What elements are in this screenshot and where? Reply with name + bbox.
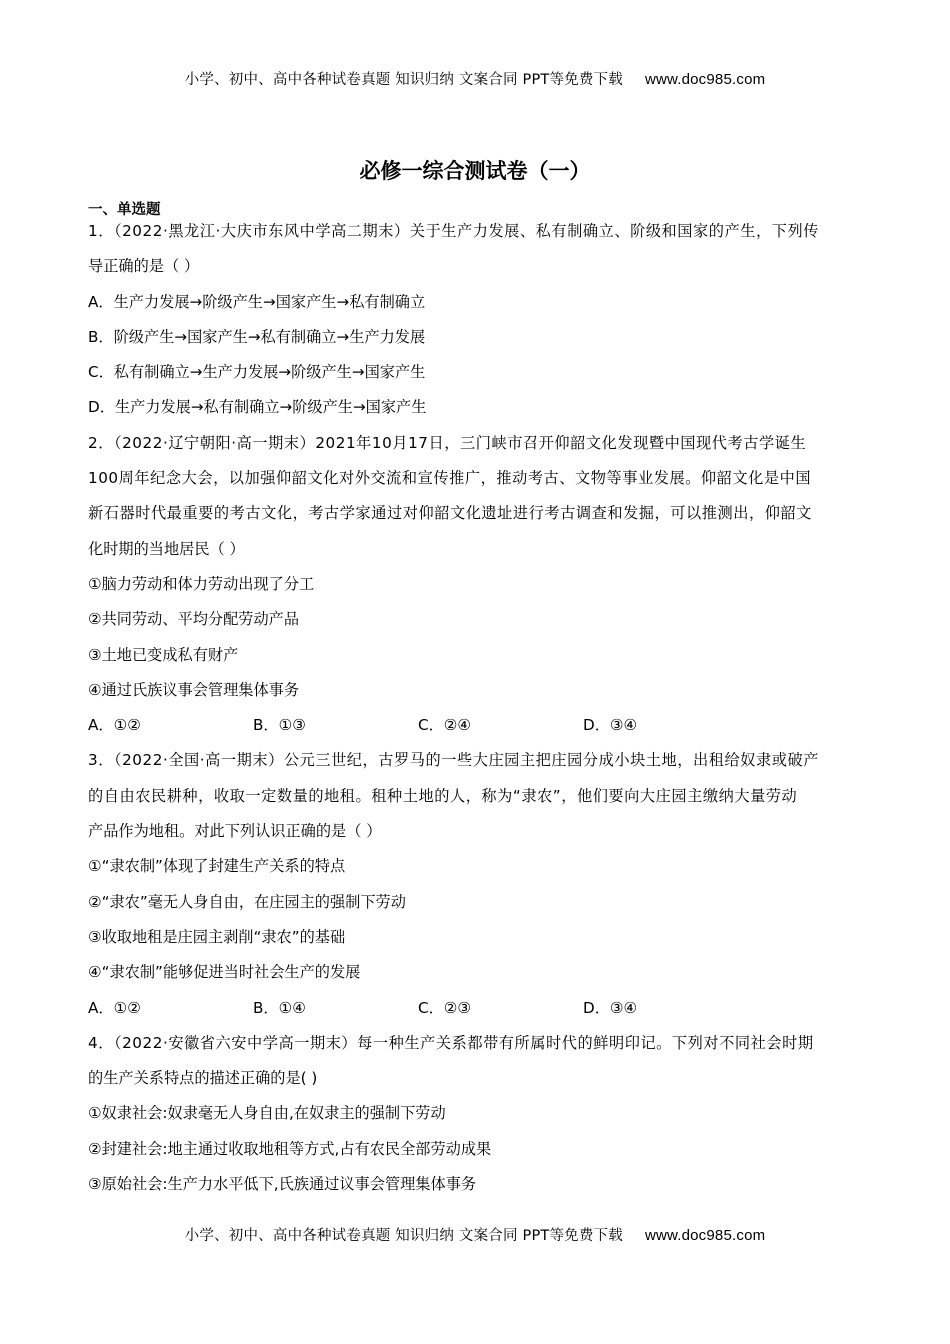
- statement-4: ④通过氏族议事会管理集体事务: [88, 680, 300, 699]
- header-url[interactable]: www.doc985.com: [644, 71, 766, 88]
- statement-1: ①脑力劳动和体力劳动出现了分工: [88, 574, 315, 593]
- statement-1: ①“隶农制”体现了封建生产关系的特点: [88, 857, 346, 876]
- question-text: 化时期的当地居民（ ）: [88, 539, 245, 558]
- option-d: D．生产力发展→私有制确立→阶级产生→国家产生: [88, 398, 427, 417]
- option-d: D．③④: [583, 716, 638, 735]
- statement-2: ②封建社会:地主通过收取地租等方式,占有农民全部劳动成果: [88, 1139, 492, 1158]
- option-d: D．③④: [583, 998, 638, 1017]
- question-text: 新石器时代最重要的考古文化，考古学家通过对仰韶文化遗址进行考古调查和发掘，可以推测出，仰韶文: [88, 504, 812, 523]
- question-text: 4．（2022·安徽省六安中学高一期末）每一种生产关系都带有所属时代的鲜明印记。下列对不同社会时期: [88, 1033, 814, 1052]
- statement-2: ②“隶农”毫无人身自由，在庄园主的强制下劳动: [88, 892, 406, 911]
- option-a: A．①②: [88, 716, 141, 735]
- footer-text: 小学、初中、高中各种试卷真题 知识归纳 文案合同 PPT等免费下载: [184, 1228, 623, 1244]
- header-text: 小学、初中、高中各种试卷真题 知识归纳 文案合同 PPT等免费下载: [184, 72, 623, 88]
- question-text: 2．（2022·辽宁朝阳·高一期末）2021年10月17日，三门峡市召开仰韶文化发现暨中国现代考古学诞生: [88, 433, 807, 452]
- option-b: B．①③: [253, 716, 306, 735]
- question-text: 产品作为地租。对此下列认识正确的是（ ）: [88, 822, 382, 841]
- question-4: [88, 1026, 863, 1202]
- question-text: 100周年纪念大会，以加强仰韶文化对外交流和宣传推广，推动考古、文物等事业发展。仰韶文化是中国: [88, 469, 812, 488]
- question-text: 3．（2022·全国·高一期末）公元三世纪，古罗马的一些大庄园主把庄园分成小块土地，出租给奴隶或破产: [88, 751, 819, 770]
- page-footer: [0, 1224, 950, 1245]
- statement-3: ③原始社会:生产力水平低下,氏族通过议事会管理集体事务: [88, 1175, 477, 1194]
- question-text: 导正确的是（ ）: [88, 257, 200, 276]
- statement-1: ①奴隶社会:奴隶毫无人身自由,在奴隶主的强制下劳动: [88, 1104, 446, 1123]
- option-a: A．生产力发展→阶级产生→国家产生→私有制确立: [88, 292, 426, 311]
- question-list: [88, 214, 863, 1202]
- page-title: 必修一综合测试卷（一）: [359, 159, 591, 183]
- statement-4: ④“隶农制”能够促进当时社会生产的发展: [88, 963, 361, 982]
- footer-url[interactable]: www.doc985.com: [644, 1227, 766, 1244]
- statement-2: ②共同劳动、平均分配劳动产品: [88, 610, 300, 629]
- question-1: [88, 214, 863, 426]
- statement-3: ③收取地租是庄园主剥削“隶农”的基础: [88, 927, 346, 946]
- option-row: [88, 991, 863, 1026]
- question-text: 的自由农民耕种，收取一定数量的地租。租种土地的人，称为“隶农”，他们要向大庄园主缴纳大量劳动: [88, 786, 798, 805]
- page-header: [0, 68, 950, 89]
- option-c: C．②③: [418, 998, 472, 1017]
- option-row: [88, 708, 863, 743]
- question-text: 的生产关系特点的描述正确的是( ): [88, 1069, 318, 1088]
- section-heading: 一、单选题: [88, 202, 161, 218]
- question-2: [88, 426, 863, 744]
- question-3: [88, 743, 863, 1025]
- option-c: C．②④: [418, 716, 472, 735]
- option-b: B．阶级产生→国家产生→私有制确立→生产力发展: [88, 327, 426, 346]
- option-a: A．①②: [88, 998, 141, 1017]
- question-text: 1．（2022·黑龙江·大庆市东风中学高二期末）关于生产力发展、私有制确立、阶级和国家的产生，下列传: [88, 222, 819, 240]
- statement-3: ③土地已变成私有财产: [88, 645, 239, 664]
- option-c: C．私有制确立→生产力发展→阶级产生→国家产生: [88, 363, 426, 382]
- option-b: B．①④: [253, 998, 306, 1017]
